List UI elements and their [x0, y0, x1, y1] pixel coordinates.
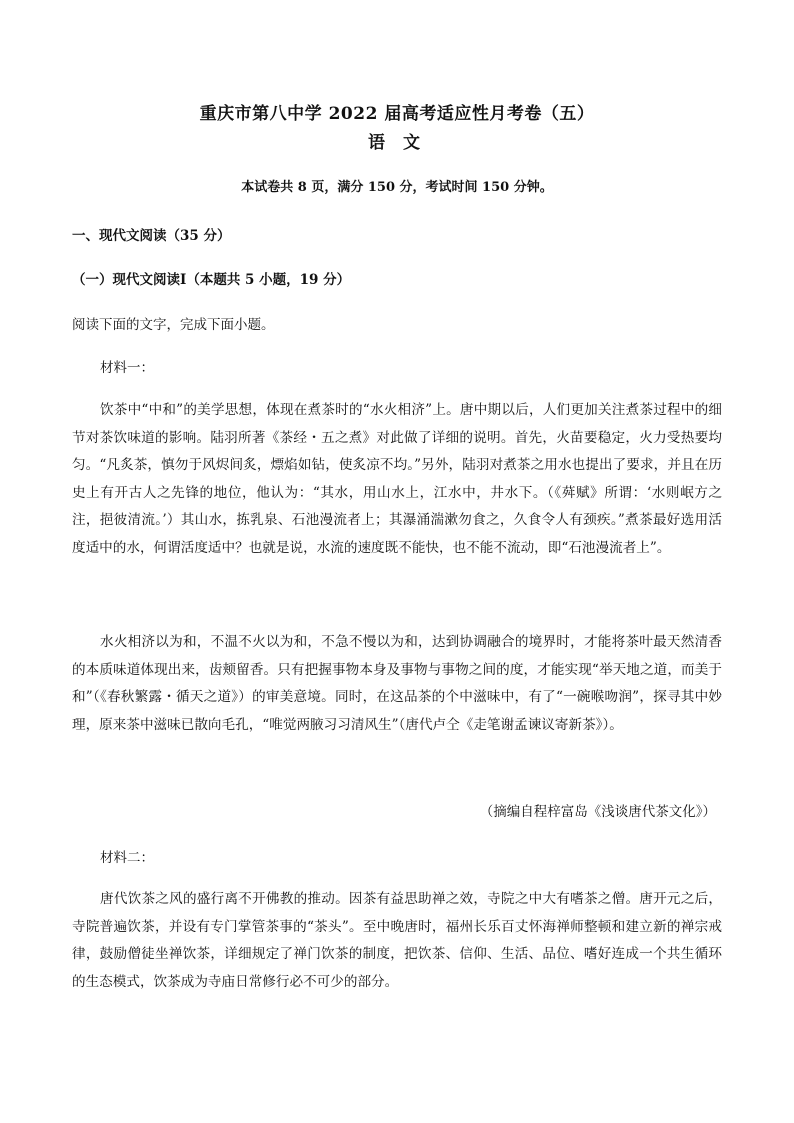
material-one-body	[72, 397, 722, 562]
section-heading: 一、现代文阅读（35 分）	[72, 228, 231, 244]
instruction-text: 阅读下面的文字，完成下面小题。	[72, 317, 275, 333]
material-one-label: 材料一：	[100, 360, 154, 376]
material-two-body	[72, 886, 722, 996]
subsection-heading: （一）现代文阅读Ⅰ（本题共 5 小题，19 分）	[72, 272, 351, 288]
material-one-source: （摘编自程梓富岛《浅谈唐代茶文化》）	[479, 804, 716, 820]
exam-note: 本试卷共 8 页，满分 150 分，考试时间 150 分钟。	[241, 180, 553, 195]
material-one-body-2	[72, 629, 722, 739]
material-one-paragraph-2: 水火相济以为和，不温不火以为和，不急不慢以为和，达到协调融合的境界时，才能将茶叶最天然清香的本质味道体现出来，齿颊留香。只有把握事物本身及事物与事物之间的度，才能实现“举天地之道，而美于和”（《春秋繁露・循天之道》）的审美意境。同时，在这品茶的个中滋味中，有了“一碗喉吻润”，探寻其中妙理，原来茶中滋味已散向毛孔，“唯觉两腋习习清风生”（唐代卢仝《走笔谢孟谏议寄新茶》）。	[72, 634, 722, 733]
material-one-paragraph-1: 饮茶中“中和”的美学思想，体现在煮茶时的“水火相济”上。唐中期以后，人们更加关注煮茶过程中的细节对茶饮味道的影响。陆羽所著《茶经・五之煮》对此做了详细的说明。首先，火苗要稳定，火力受热要均匀。“凡炙茶，慎勿于风烬间炙，熛焰如钻，使炙凉不均。”另外，陆羽对煮茶之用水也提出了要求，并且在历史上有开古人之先锋的地位，他认为：“其水，用山水上，江水中，井水下。（《荈赋》所谓：‘水则岷方之注，挹彼清流。’）其山水，拣乳泉、石池漫流者上；其瀑涌湍漱勿食之，久食令人有颈疾。”煮茶最好选用活度适中的水，何谓活度适中？也就是说，水流的速度既不能快，也不能不流动，即“石池漫流者上”。	[72, 402, 722, 556]
subject-heading: 语 文	[368, 133, 426, 153]
page-title: 重庆市第八中学 2022 届高考适应性月考卷（五）	[199, 104, 595, 124]
material-two-label: 材料二：	[100, 850, 154, 866]
material-two-paragraph-1: 唐代饮茶之风的盛行离不开佛教的推动。因茶有益思助禅之效，寺院之中大有嗜茶之僧。唐开元之后，寺院普遍饮茶，并设有专门掌管茶事的“茶头”。至中晚唐时，福州长乐百丈怀海禅师整顿和建立新的禅宗戒律，鼓励僧徒坐禅饮茶，详细规定了禅门饮茶的制度，把饮茶、信仰、生活、品位、嗜好连成一个共生循环的生态模式，饮茶成为寺庙日常修行必不可少的部分。	[72, 891, 722, 990]
